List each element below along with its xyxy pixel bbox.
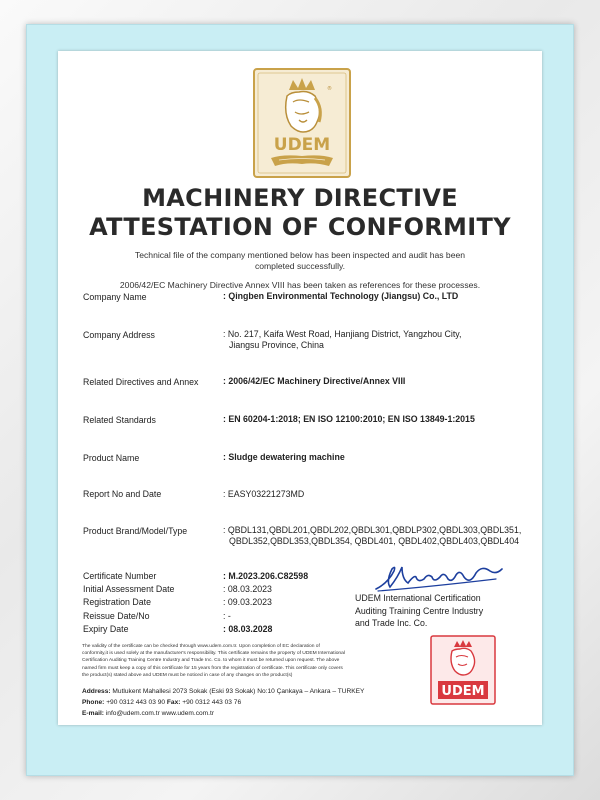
authority-line-2: Auditing Training Centre Industry	[355, 605, 484, 616]
related-directives-label: Related Directives and Annex	[83, 377, 199, 387]
intro-text-line-1: Technical file of the company mentioned below has been inspected and audit has been	[134, 250, 466, 260]
signature-icon	[368, 557, 508, 597]
registration-date-value: : 09.03.2023	[223, 597, 272, 607]
certification-body	[355, 592, 525, 630]
red-logo-brand-text: UDEM	[441, 684, 485, 699]
certificate-number-value: : M.2023.206.C82598	[223, 571, 309, 581]
related-standards-label: Related Standards	[83, 415, 156, 425]
reissue-date-value: : -	[223, 611, 231, 621]
report-no-label: Report No and Date	[83, 489, 162, 499]
fine-print-line-4: named firm must keep a copy of this certificate for 15 years from the registration of certificate. This certificate only covers	[82, 665, 343, 671]
product-name-value: : Sludge dewatering machine	[223, 452, 345, 462]
certificate-number-label: Certificate Number	[83, 571, 157, 581]
company-address-label: Company Address	[83, 330, 155, 340]
certificate-document	[58, 51, 542, 725]
fine-print-line-5: the product(s) stated above and UDEM must be noticed in case of any changes on the product(s)	[82, 672, 293, 678]
contact-email	[82, 710, 214, 717]
registered-mark: ®	[327, 86, 332, 92]
fax-label: Fax:	[166, 699, 181, 706]
company-name-label: Company Name	[83, 292, 147, 302]
initial-assessment-label: Initial Assessment Date	[83, 584, 175, 594]
title-line-1: MACHINERY DIRECTIVE	[142, 184, 458, 212]
udem-red-logo-icon	[430, 635, 496, 705]
fax-value: +90 0312 443 03 76	[180, 699, 242, 706]
brand-model-value-line-1: : QBDL131,QBDL201,QBDL202,QBDL301,QBDLP302,QBDL303,QBDL351,	[223, 525, 522, 535]
fine-print-line-2: conformity,it is used solely at the manufacturer's responsibility. This certificate remains the property of UDEM International	[82, 651, 345, 657]
address-value: Mutlukent Mahallesi 2073 Sokak (Eski 93 Sokak) No:10 Çankaya – Ankara – TURKEY	[110, 688, 365, 695]
company-address-value-line-2: Jiangsu Province, China	[229, 340, 324, 350]
contact-address	[82, 688, 364, 695]
registration-date-label: Registration Date	[83, 597, 151, 607]
product-name-label: Product Name	[83, 453, 140, 463]
related-standards-value: : EN 60204-1:2018; EN ISO 12100:2010; EN ISO 13849-1:2015	[223, 414, 475, 424]
company-address-value-line-1: : No. 217, Kaifa West Road, Hanjiang District, Yangzhou City,	[223, 329, 462, 339]
expiry-date-value: : 08.03.2028	[223, 624, 273, 634]
report-no-value: : EASY03221273MD	[223, 489, 305, 499]
intro-text-line-3: 2006/42/EC Machinery Directive Annex VIII has been taken as references for these processes.	[119, 280, 481, 290]
related-directives-value: : 2006/42/EC Machinery Directive/Annex VIII	[223, 376, 406, 386]
initial-assessment-value: : 08.03.2023	[223, 584, 272, 594]
expiry-date-label: Expiry Date	[83, 624, 129, 634]
email-label: E-mail:	[82, 710, 104, 717]
fine-print-line-1: The validity of the certificate can be checked through www.udem.com.tr. Upon completion of EC declaration of	[82, 644, 320, 649]
email-value: info@udem.com.tr www.udem.com.tr	[103, 710, 215, 717]
authority-line-3: and Trade Inc. Co.	[355, 618, 428, 628]
phone-label: Phone:	[82, 699, 105, 706]
intro-text-line-2: completed successfully.	[254, 261, 346, 271]
authority-line-1: UDEM International Certification	[355, 593, 481, 603]
contact-phone-fax	[82, 699, 241, 706]
fine-print	[82, 643, 400, 679]
fine-print-line-3: Certification Auditing Training Centre Industry and Trade Inc. Co. to whom it must be returned upon request. The above	[82, 658, 340, 664]
address-label: Address:	[82, 688, 111, 695]
phone-value: +90 0312 443 03 90	[104, 699, 167, 706]
brand-model-value-line-2: QBDL352,QBDL353,QBDL354, QBDL401, QBDL402,QBDL403,QBDL404	[229, 536, 519, 546]
reissue-date-label: Reissue Date/No	[83, 611, 150, 621]
logo-brand-text: UDEM	[273, 135, 331, 155]
title-line-2: ATTESTATION OF CONFORMITY	[89, 213, 511, 241]
company-name-value: : Qingben Environmental Technology (Jiangsu) Co., LTD	[223, 291, 459, 301]
udem-lion-logo-icon	[253, 68, 351, 178]
brand-model-label: Product Brand/Model/Type	[83, 526, 188, 536]
